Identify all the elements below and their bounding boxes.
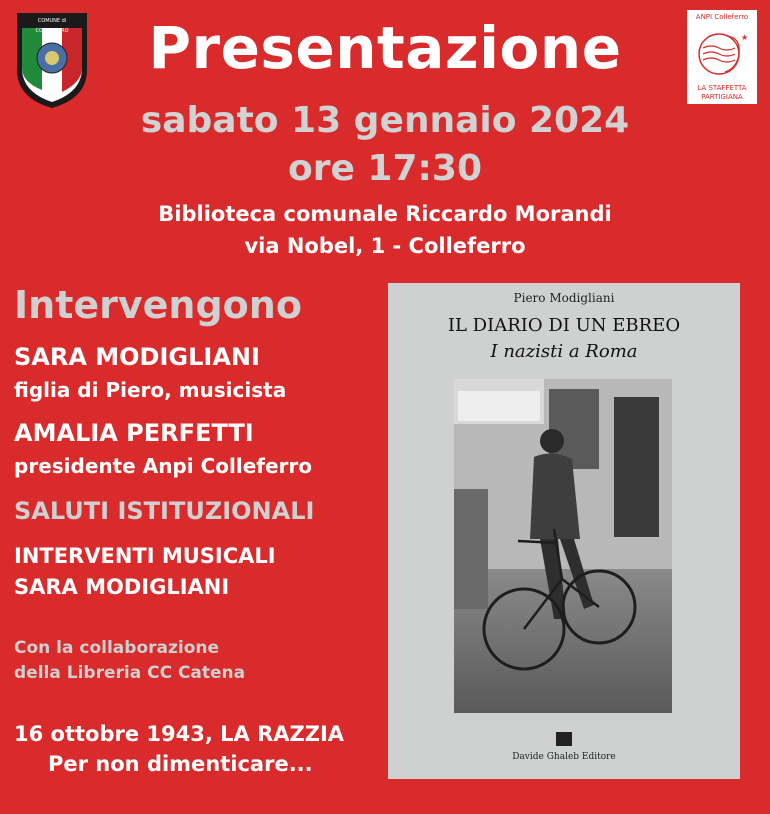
collaboration-line-2: della Libreria CC Catena [14,663,246,683]
book-cover [388,283,740,779]
event-venue: Biblioteca comunale Riccardo Morandi [158,202,612,226]
cover-photo [454,379,672,713]
greetings-label: SALUTI ISTITUZIONALI [14,497,315,525]
anpi-logo-bottom-text-1: LA STAFFETTA [697,84,747,92]
speaker-name: SARA MODIGLIANI [14,343,260,371]
music-line-1: INTERVENTI MUSICALI [14,544,276,568]
speaker-role: figlia di Piero, musicista [14,378,287,402]
event-address: via Nobel, 1 - Colleferro [244,234,526,258]
svg-text:★: ★ [741,33,749,42]
collaboration-line-1: Con la collaborazione [14,638,220,658]
speaker-role: presidente Anpi Colleferro [14,454,312,478]
speaker-name: AMALIA PERFETTI [14,419,254,447]
anpi-logo-bottom-text-2: PARTIGIANA [701,93,743,101]
anpi-logo-top-text: ANPI Colleferro [695,13,749,21]
footer-line-1: 16 ottobre 1943, LA RAZZIA [14,722,345,746]
event-title: Presentazione [148,14,622,82]
speakers-heading: Intervengono [14,283,302,327]
event-date: sabato 13 gennaio 2024 [140,100,630,141]
crest-text: COMUNE di COLLEFERRO [35,18,69,34]
music-line-2: SARA MODIGLIANI [14,575,230,599]
event-time: ore 17:30 [287,148,483,189]
book-author: Piero Modigliani [513,291,615,305]
footer-line-2: Per non dimenticare... [48,752,313,776]
book-subtitle: I nazisti a Roma [490,341,638,362]
book-title: IL DIARIO DI UN EBREO [447,315,681,336]
publisher-logo-icon [556,732,572,746]
book-publisher: Davide Ghaleb Editore [512,752,616,762]
